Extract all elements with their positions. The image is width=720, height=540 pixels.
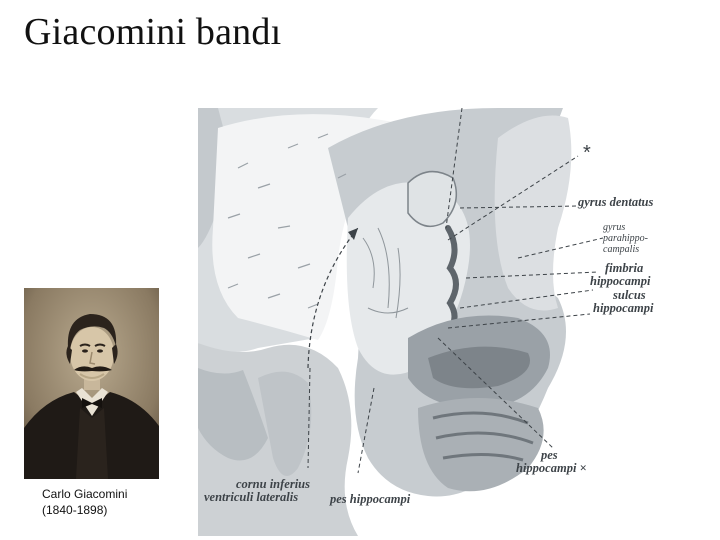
label-pes-1: pes xyxy=(541,448,558,462)
slide-title: Giacomini bandı xyxy=(24,11,282,53)
label-sulcus-1: sulcus xyxy=(613,288,646,302)
label-gyrus-parahippocampalis-2: parahippo- xyxy=(603,233,648,244)
portrait-caption xyxy=(42,486,127,518)
label-sulcus-2: hippocampi xyxy=(593,301,654,315)
label-fimbria-2: hippocampi xyxy=(590,274,651,288)
label-gyrus-parahippocampalis-1: gyrus xyxy=(603,222,626,233)
label-gyrus-dentatus: gyrus dentatus xyxy=(578,195,654,209)
label-gyrus-parahippocampalis-3: campalis xyxy=(603,244,640,255)
label-cornu-2: ventriculi lateralis xyxy=(204,490,299,504)
portrait-photo xyxy=(24,288,159,479)
asterisk-marker: * xyxy=(583,142,591,164)
label-cornu-1: cornu inferius xyxy=(236,477,310,491)
label-pes-hippocampi: pes hippocampi xyxy=(330,492,411,506)
label-fimbria-1: fimbria xyxy=(605,261,644,275)
caption-years: (1840-1898) xyxy=(42,503,108,517)
hippocampus-illustration xyxy=(198,108,710,536)
caption-name: Carlo Giacomini xyxy=(42,487,128,501)
label-pes-2: hippocampi × xyxy=(516,461,587,475)
